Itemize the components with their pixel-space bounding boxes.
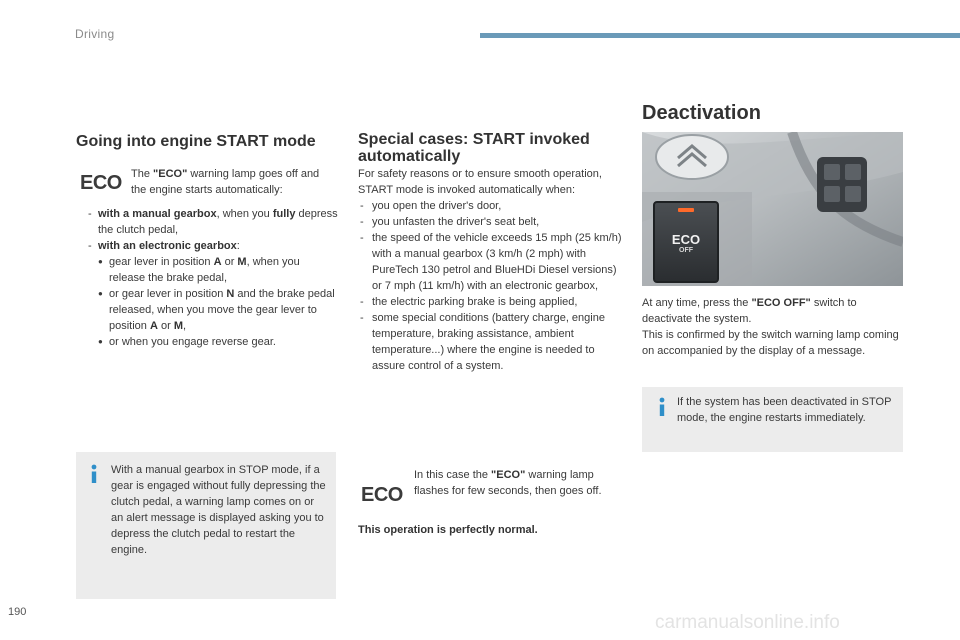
list-item: - with an electronic gearbox: ● gear lever in position A or M, when you release the brake pedal, ● or gear lever in position N and the brake pedal released, when you move the gear lever to position A or M, ● or when you engage reverse gear. [88, 238, 338, 350]
col3-text2: This is confirmed by the switch warning lamp coming on accompanied by the display of a message. [642, 329, 899, 357]
page-number: 190 [8, 606, 27, 618]
sub-list-item: ● or gear lever in position N and the brake pedal released, when you move the gear lever to position A or M, [98, 286, 338, 334]
col2-title: Special cases: START invoked automatically [358, 131, 590, 165]
sub-list-item: ● or when you engage reverse gear. [98, 334, 338, 350]
switch-label-eco: ECO [671, 232, 701, 247]
list-item: - some special conditions (battery charge, engine temperature, braking assistance, ambient temperature...) where the engine is needed to assure control of a system. [360, 312, 605, 372]
start-conditions-list [88, 206, 338, 350]
eco-off-switch-photo [642, 132, 903, 286]
col2-intro: For safety reasons or to ensure smooth operation, START mode is invoked automatically when: [358, 168, 602, 196]
header-accent-bar [480, 33, 960, 38]
col3-text: At any time, press the "ECO OFF" switch to deactivate the system. [642, 297, 857, 325]
eco-flash-text: In this case the "ECO" warning lamp flashes for few seconds, then goes off. [414, 469, 602, 497]
list-item: - the speed of the vehicle exceeds 15 mph (25 km/h) with a manual gearbox (3 km/h (2 mph) with PureTech 130 petrol and BlueHDi Diesel versions) or 7 mph (11 km/h) with an electronic gearbox, [360, 232, 622, 292]
col3-title: Deactivation [642, 102, 761, 124]
list-item: - you open the driver's door, [360, 200, 502, 212]
watermark-url: carmanualsonline.info [655, 612, 840, 633]
info-text: If the system has been deactivated in STOP mode, the engine restarts immediately. [677, 396, 892, 424]
col3-body [642, 295, 904, 359]
section-label: Driving [75, 27, 115, 41]
info-box-deactivation [642, 387, 903, 452]
info-box-manual-gearbox [76, 452, 336, 599]
col2-body [358, 166, 628, 374]
info-icon [656, 397, 668, 417]
eco-lamp-icon: ECO [361, 484, 403, 506]
switch-label-off: OFF [679, 247, 693, 254]
dashboard-illustration [642, 132, 903, 286]
info-text: With a manual gearbox in STOP mode, if a gear is engaged without fully depressing the clutch pedal, a warning lamp comes on or an alert message is displayed asking you to depress the clutch pedal to restart the engine. [111, 464, 326, 556]
sub-list-item: ● gear lever in position A or M, when you release the brake pedal, [98, 254, 338, 286]
list-item: - the electric parking brake is being applied, [360, 296, 578, 308]
eco-lamp-icon: ECO [80, 172, 122, 194]
list-item: - with a manual gearbox, when you fully depress the clutch pedal, [88, 208, 338, 236]
list-item: - you unfasten the driver's seat belt, [360, 216, 540, 228]
info-icon [88, 464, 100, 484]
auto-start-list [358, 198, 628, 374]
col1-title: Going into engine START mode [76, 133, 316, 150]
normal-operation-note: This operation is perfectly normal. [358, 524, 538, 536]
col1-intro: The "ECO" warning lamp goes off and the engine starts automatically: [131, 168, 320, 196]
